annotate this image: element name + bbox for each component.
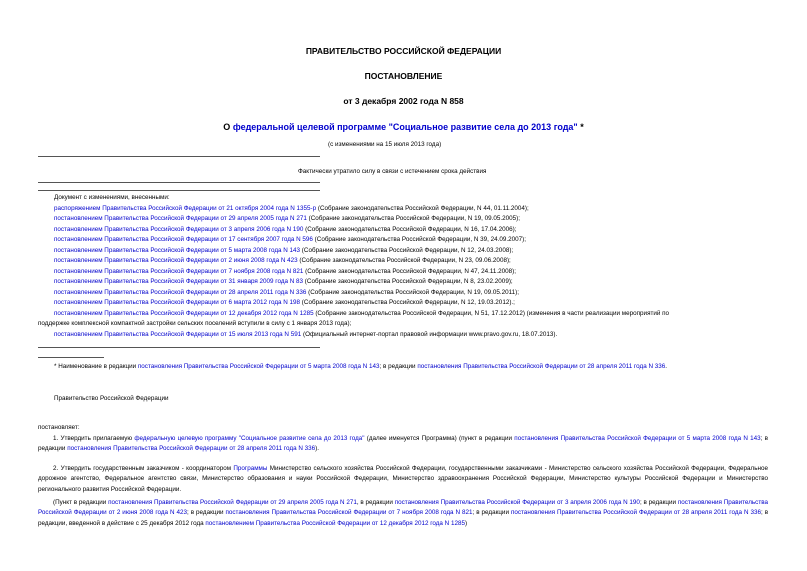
paragraph-text: 2. Утвердить государственным заказчиком - координатором xyxy=(53,465,234,472)
amendment-text: (Официальный интернет-портал правовой информации www.pravo.gov.ru, 18.07.2013). xyxy=(301,331,558,338)
footnote-text: . xyxy=(665,363,668,370)
amendment-item xyxy=(54,330,557,340)
title-prefix: О xyxy=(223,122,233,132)
program-link[interactable]: федеральную целевую программу "Социальное развитие села до 2013 года" xyxy=(134,435,365,442)
amendment-continuation: поддержке комплексной компактной застройки сельских поселений вступили в силу с 1 января 2013 года); xyxy=(38,320,352,327)
divider xyxy=(38,347,320,348)
amendment-link[interactable]: постановлением Правительства Российской Федерации от 3 апреля 2006 года N 190 xyxy=(54,226,304,233)
amendment-item xyxy=(54,277,513,287)
paragraph-text: 1. Утвердить прилагаемую xyxy=(53,435,135,442)
amendment-item xyxy=(54,256,511,266)
amendment-link[interactable]: постановления Правительства Российской Федерации от 2 июня 2008 года N 423 xyxy=(38,499,768,517)
paragraph-text: ; в редакции xyxy=(639,499,678,506)
paragraph-text: ; в редакции xyxy=(187,509,226,517)
footnote xyxy=(54,362,667,372)
amendment-link[interactable]: постановления Правительства Российской Федерации от 3 апреля 2006 года N 190 xyxy=(394,499,640,506)
amendment-text: (Собрание законодательства Российской Федерации, N 8, 23.02.2009); xyxy=(303,278,513,285)
amendment-item xyxy=(54,288,519,298)
paragraph-text: ). xyxy=(315,445,320,453)
paragraph-text: , в редакции xyxy=(356,499,395,506)
divider xyxy=(38,182,320,183)
paragraph-text: (Пункт в редакции xyxy=(53,499,109,506)
amendment-link[interactable]: постановлением Правительства Российской Федерации от 2 июня 2008 года N 423 xyxy=(54,257,298,264)
document-title xyxy=(0,122,807,132)
document-date: от 3 декабря 2002 года N 858 xyxy=(343,96,464,106)
amendment-text: (Собрание законодательства Российской Федерации, N 51, 17.12.2012) (изменения в части реализации мероприятий по xyxy=(313,310,670,317)
amendment-item xyxy=(54,235,526,245)
amendment-text: (Собрание законодательства Российской Федерации, N 39, 24.09.2007); xyxy=(312,236,527,243)
amendment-link[interactable]: постановлением Правительства Российской Федерации от 7 ноября 2008 года N 821 xyxy=(54,268,304,275)
decrees-word: постановляет: xyxy=(38,424,80,431)
program-link[interactable]: федеральной целевой программе "Социальное развитие села до 2013 года" xyxy=(232,122,578,132)
amendment-text: (Собрание законодательства Российской Федерации, N 23, 09.06.2008); xyxy=(297,257,511,264)
paragraph-text: ; в редакции, введенной в действие с 25 декабря 2012 года xyxy=(38,509,769,527)
amendment-text: (Собрание законодательства Российской Федерации, N 19, 09.05.2005); xyxy=(306,215,520,222)
amendment-link[interactable]: постановлением Правительства Российской Федерации от 6 марта 2012 года N 198 xyxy=(54,299,301,306)
amendment-link[interactable]: постановлением Правительства Российской Федерации от 15 июля 2013 года N 591 xyxy=(54,331,302,338)
amendment-link[interactable]: постановления Правительства Российской Федерации от 28 апреля 2011 года N 336 xyxy=(510,509,761,517)
amendment-text: (Собрание законодательства Российской Федерации, N 12, 19.03.2012).; xyxy=(300,299,515,306)
paragraph-text: (далее именуется Программа) (пункт в редакции xyxy=(364,435,515,442)
amendment-item xyxy=(54,225,516,235)
footnote-link[interactable]: постановления Правительства Российской Федерации от 28 апреля 2011 года N 336 xyxy=(417,363,666,370)
government-heading: ПРАВИТЕЛЬСТВО РОССИЙСКОЙ ФЕДЕРАЦИИ xyxy=(305,46,502,56)
amendment-link[interactable]: постановления Правительства Российской Федерации от 29 апреля 2005 года N 271 xyxy=(108,499,357,506)
paragraph-text: ) xyxy=(464,519,468,527)
amendment-item xyxy=(54,309,669,319)
program-link[interactable]: Программы xyxy=(233,465,268,472)
document-type: ПОСТАНОВЛЕНИЕ xyxy=(364,71,443,81)
amendment-link[interactable]: постановления Правительства Российской Федерации от 28 апреля 2011 года N 336 xyxy=(67,445,316,453)
amendment-text: (Собрание законодательства Российской Федерации, N 44, 01.11.2004); xyxy=(316,205,529,212)
amendment-link[interactable]: распоряжением Правительства Российской Федерации от 21 октября 2004 года N 1355-р xyxy=(54,205,317,212)
paragraph-text: Министерство сельского хозяйства Российской Федерации, государственными заказчиками - Министерство сельского хозяйства Российской Федерации, Федеральное дорожное агентство, Федеральное агентство связи, Министерство образования и науки Российской Федерации, Министерство здравоохранения Российской Федерации, Министерство культуры Российской Федерации и Министерство регионального развития Российской Федерации. xyxy=(38,465,768,493)
amendment-link[interactable]: постановлением Правительства Российской Федерации от 29 апреля 2005 года N 271 xyxy=(54,215,307,222)
amendment-link[interactable]: постановлением Правительства Российской Федерации от 28 апреля 2011 года N 336 xyxy=(54,289,307,296)
amendments-heading: Документ с изменениями, внесенными: xyxy=(54,194,170,201)
amendment-text: (Собрание законодательства Российской Федерации, N 19, 09.05.2011); xyxy=(306,289,520,296)
amendment-link[interactable]: постановления Правительства Российской Федерации от 5 марта 2008 года N 143 xyxy=(514,435,761,442)
amendment-text: (Собрание законодательства Российской Федерации, N 12, 24.03.2008); xyxy=(300,247,514,254)
paragraph-1 xyxy=(38,434,768,455)
paragraph-3 xyxy=(38,498,768,529)
amendment-link[interactable]: постановлением Правительства Российской Федерации от 5 марта 2008 года N 143 xyxy=(54,247,301,254)
changes-note: (с изменениями на 15 июля 2013 года) xyxy=(328,141,442,148)
amendment-item xyxy=(54,267,516,277)
amendment-link[interactable]: постановлением Правительства Российской Федерации от 17 сентября 2007 года N 596 xyxy=(54,236,313,243)
amendment-text: (Собрание законодательства Российской Федерации, N 47, 24.11.2008); xyxy=(303,268,517,275)
footnote-text: ; в редакции xyxy=(379,363,418,370)
amendment-link[interactable]: постановлением Правительства Российской Федерации от 12 декабря 2012 года N 1285 xyxy=(205,519,465,527)
government-subject: Правительство Российской Федерации xyxy=(54,395,169,402)
title-suffix: * xyxy=(577,122,584,132)
footnote-divider xyxy=(38,357,104,358)
amendment-item xyxy=(54,298,515,308)
amendment-item xyxy=(54,204,529,214)
amendment-item xyxy=(54,214,520,224)
amendment-link[interactable]: постановления Правительства Российской Федерации от 7 ноября 2008 года N 821 xyxy=(225,509,473,517)
divider xyxy=(38,190,320,191)
footnote-link[interactable]: постановления Правительства Российской Федерации от 5 марта 2008 года N 143 xyxy=(137,363,380,370)
paragraph-2 xyxy=(38,464,768,495)
paragraph-text: ; в редакции xyxy=(38,435,768,453)
amendment-item xyxy=(54,246,513,256)
divider xyxy=(38,156,320,157)
footnote-text: * Наименование в редакции xyxy=(54,363,138,370)
amendment-link[interactable]: постановлением Правительства Российской Федерации от 12 декабря 2012 года N 1285 xyxy=(54,310,314,317)
lost-force-note: Фактически утратило силу в связи с истечением срока действия xyxy=(298,168,487,175)
paragraph-text: ; в редакции xyxy=(472,509,511,517)
amendment-text: (Собрание законодательства Российской Федерации, N 16, 17.04.2006); xyxy=(303,226,517,233)
amendment-link[interactable]: постановлением Правительства Российской Федерации от 31 января 2009 года N 83 xyxy=(54,278,304,285)
